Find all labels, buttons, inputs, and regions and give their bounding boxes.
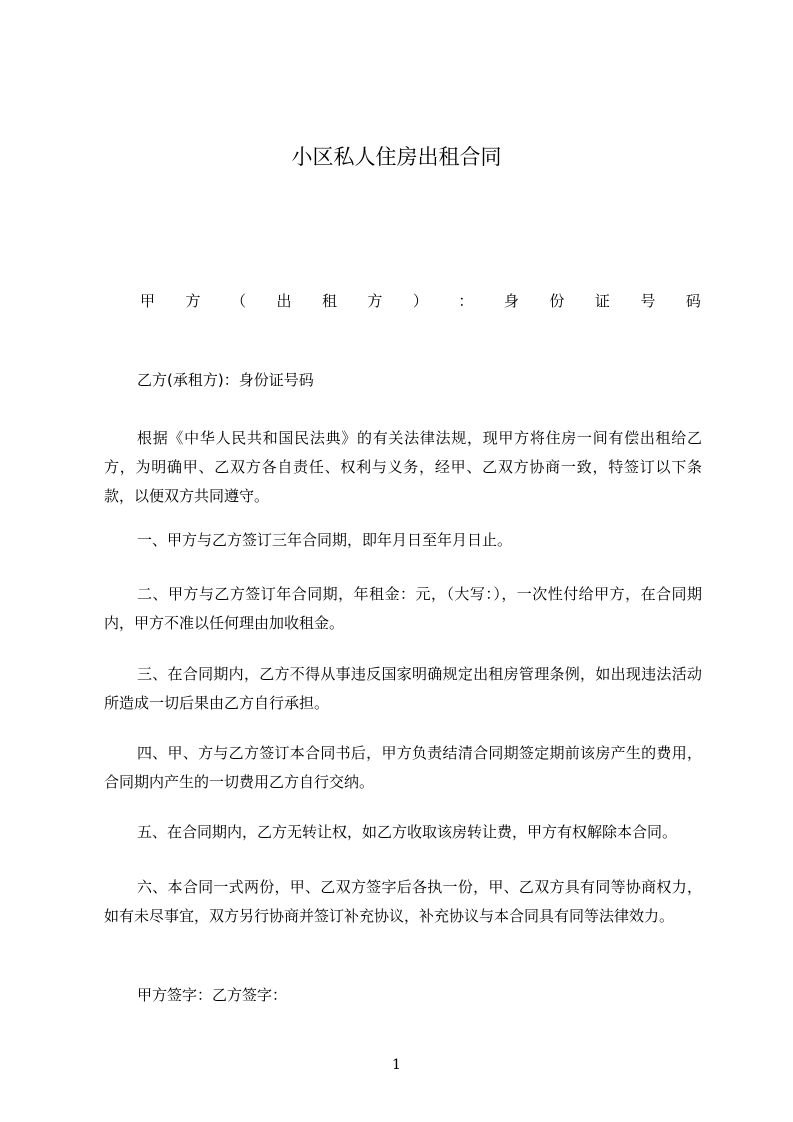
party-a-char: （ bbox=[230, 292, 246, 310]
clause-6-text: 六、本合同一式两份，甲、乙双方签字后各执一份，甲、乙双方具有同等协商权力，如有未尽事宜，双方另行协商并签订补充协议，补充协议与本合同具有同等法律效力。 bbox=[104, 878, 702, 925]
clause-2-text: 二、甲方与乙方签订年合同期，年租金：元，（大写：），一次性付给甲方，在合同期内，甲方不准以任何理由加收租金。 bbox=[104, 585, 702, 632]
clause-2 bbox=[104, 580, 702, 638]
clause-4-text: 四、甲、方与乙方签订本合同书后，甲方负责结清合同期签定期前该房产生的费用，合同期内产生的一切费用乙方自行交纳。 bbox=[104, 744, 702, 791]
clause-5: 五、在合同期内，乙方无转让权，如乙方收取该房转让费，甲方有权解除本合同。 bbox=[137, 823, 678, 841]
party-a-char: 码 bbox=[685, 292, 701, 310]
party-a-char: 身 bbox=[503, 292, 519, 310]
party-a-char: 出 bbox=[276, 292, 292, 310]
party-a-char: 方 bbox=[185, 292, 201, 310]
clause-3 bbox=[104, 660, 702, 718]
party-a-char: 租 bbox=[321, 292, 337, 310]
clause-6 bbox=[104, 873, 702, 931]
preamble-text: 根据《中华人民共和国民法典》的有关法律法规，现甲方将住房一间有偿出租给乙方，为明确甲、乙双方各自责任、权利与义务，经甲、乙双方协商一致，特签订以下条款，以便双方共同遵守。 bbox=[104, 429, 702, 505]
document-title: 小区私人住房出租合同 bbox=[291, 145, 502, 169]
party-a-char: ） bbox=[412, 292, 428, 310]
party-a-char: ： bbox=[458, 292, 474, 310]
party-a-char: 甲 bbox=[140, 292, 156, 310]
clause-3-text: 三、在合同期内，乙方不得从事违反国家明确规定出租房管理条例，如出现违法活动所造成一切后果由乙方自行承担。 bbox=[104, 665, 702, 712]
party-a-char: 号 bbox=[640, 292, 656, 310]
party-a-char: 份 bbox=[549, 292, 565, 310]
clause-4 bbox=[104, 739, 702, 797]
preamble-paragraph bbox=[104, 424, 702, 511]
party-b-line: 乙方(承租方)：身份证号码 bbox=[137, 371, 314, 389]
clause-1: 一、甲方与乙方签订三年合同期，即年月日至年月日止。 bbox=[137, 531, 513, 549]
party-a-char: 方 bbox=[367, 292, 383, 310]
party-a-line bbox=[140, 290, 701, 312]
signature-line: 甲方签字：乙方签字： bbox=[137, 986, 288, 1004]
page-number: 1 bbox=[392, 1057, 401, 1073]
party-a-char: 证 bbox=[594, 292, 610, 310]
